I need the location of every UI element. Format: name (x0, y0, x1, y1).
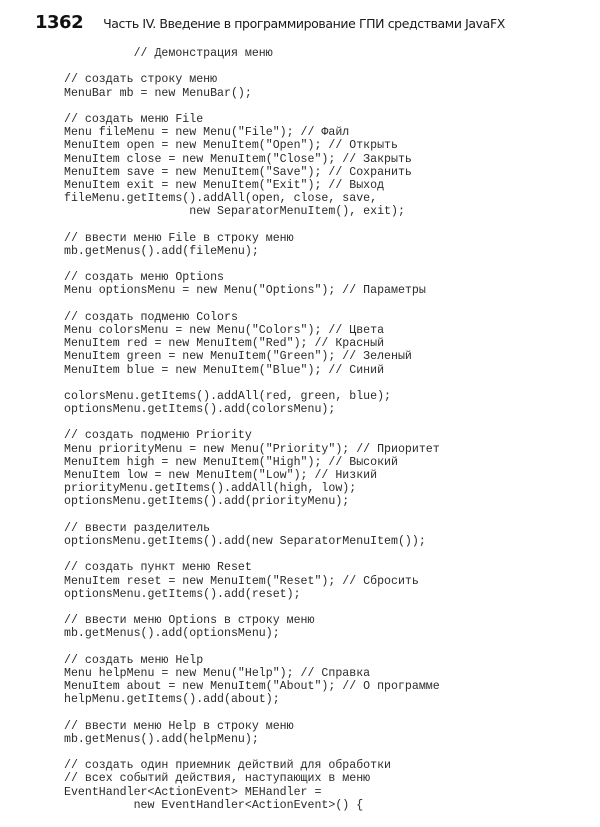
code-line: // ввести меню Help в строку меню (64, 719, 294, 733)
code-line: mb.getMenus().add(helpMenu); (64, 732, 259, 746)
code-line: helpMenu.getItems().add(about); (64, 693, 280, 707)
code-line: priorityMenu.getItems().addAll(high, low); (64, 482, 357, 496)
code-line (64, 509, 440, 522)
code-line: // ввести меню Options в строку меню (64, 614, 315, 628)
code-line: // создать подменю Priority (64, 429, 252, 443)
page-header (35, 12, 505, 33)
code-line: MenuItem high = new MenuItem("High"); // Высокий (64, 455, 398, 469)
page-number: 1362 (35, 12, 84, 33)
code-line: // ввести меню File в строку меню (64, 231, 294, 245)
code-line (64, 746, 440, 759)
code-line: Menu colorsMenu = new Menu("Colors"); // Цвета (64, 323, 385, 337)
code-line (64, 218, 440, 231)
code-line (64, 377, 440, 390)
code-line: MenuItem close = new MenuItem("Close"); // Закрыть (64, 152, 412, 166)
code-line: // создать подменю Colors (64, 310, 238, 324)
code-line: // ввести разделитель (64, 521, 211, 535)
code-line: MenuItem low = new MenuItem("Low"); // Низкий (64, 469, 378, 482)
code-line (64, 548, 440, 561)
code-line (64, 258, 440, 271)
code-line: // создать пункт меню Reset (64, 561, 252, 575)
code-line: // всех событий действия, наступающих в меню (64, 772, 371, 786)
code-line: MenuItem green = new MenuItem("Green"); // Зеленый (64, 350, 412, 364)
code-line: colorsMenu.getItems().addAll(red, green, blue); (64, 389, 391, 403)
code-line: MenuItem exit = new MenuItem("Exit"); // Выход (64, 178, 385, 192)
code-line: EventHandler<ActionEvent> MEHandler = (64, 785, 322, 799)
code-line: fileMenu.getItems().addAll(open, close, save, (64, 192, 378, 206)
code-line (64, 640, 440, 653)
code-line: optionsMenu.getItems().add(new SeparatorMenuItem()); (64, 534, 426, 548)
code-line: // создать меню File (64, 112, 204, 126)
code-line: optionsMenu.getItems().add(priorityMenu); (64, 495, 350, 509)
code-line: // Демонстрация меню (64, 47, 273, 60)
code-line: // создать строку меню (64, 73, 218, 87)
code-line (64, 416, 440, 429)
code-line: Menu priorityMenu = new Menu("Priority"); // Приоритет (64, 442, 440, 456)
code-line: Menu fileMenu = new Menu("File"); // Файл (64, 126, 350, 140)
code-line: // создать меню Help (64, 653, 204, 667)
code-line (64, 601, 440, 614)
code-line: optionsMenu.getItems().add(reset); (64, 587, 301, 601)
code-listing (64, 47, 440, 812)
code-line: MenuBar mb = new MenuBar(); (64, 86, 252, 100)
code-line: mb.getMenus().add(fileMenu); (64, 244, 259, 258)
code-line: MenuItem open = new MenuItem("Open"); // Открыть (64, 139, 398, 153)
code-line: new SeparatorMenuItem(), exit); (64, 205, 405, 219)
code-line: mb.getMenus().add(optionsMenu); (64, 627, 280, 641)
code-line (64, 706, 440, 719)
code-line: Menu optionsMenu = new Menu("Options"); // Параметры (64, 284, 426, 298)
code-line: optionsMenu.getItems().add(colorsMenu); (64, 403, 336, 417)
code-line: MenuItem red = new MenuItem("Red"); // Красный (64, 337, 385, 351)
code-line (64, 60, 440, 73)
code-line: MenuItem reset = new MenuItem("Reset"); // Сбросить (64, 574, 419, 588)
code-line: MenuItem blue = new MenuItem("Blue"); // Синий (64, 363, 385, 377)
code-line (64, 100, 440, 113)
code-line: MenuItem save = new MenuItem("Save"); // Сохранить (64, 165, 412, 179)
code-line (64, 298, 440, 311)
code-line: Menu helpMenu = new Menu("Help"); // Справка (64, 666, 371, 680)
running-title: Часть IV. Введение в программирование ГПИ средствами JavaFX (103, 16, 505, 31)
code-line: new EventHandler<ActionEvent>() { (64, 798, 364, 812)
code-line: MenuItem about = new MenuItem("About"); // О программе (64, 680, 440, 693)
code-line: // создать один приемник действий для обработки (64, 759, 391, 773)
code-line: // создать меню Options (64, 271, 225, 285)
